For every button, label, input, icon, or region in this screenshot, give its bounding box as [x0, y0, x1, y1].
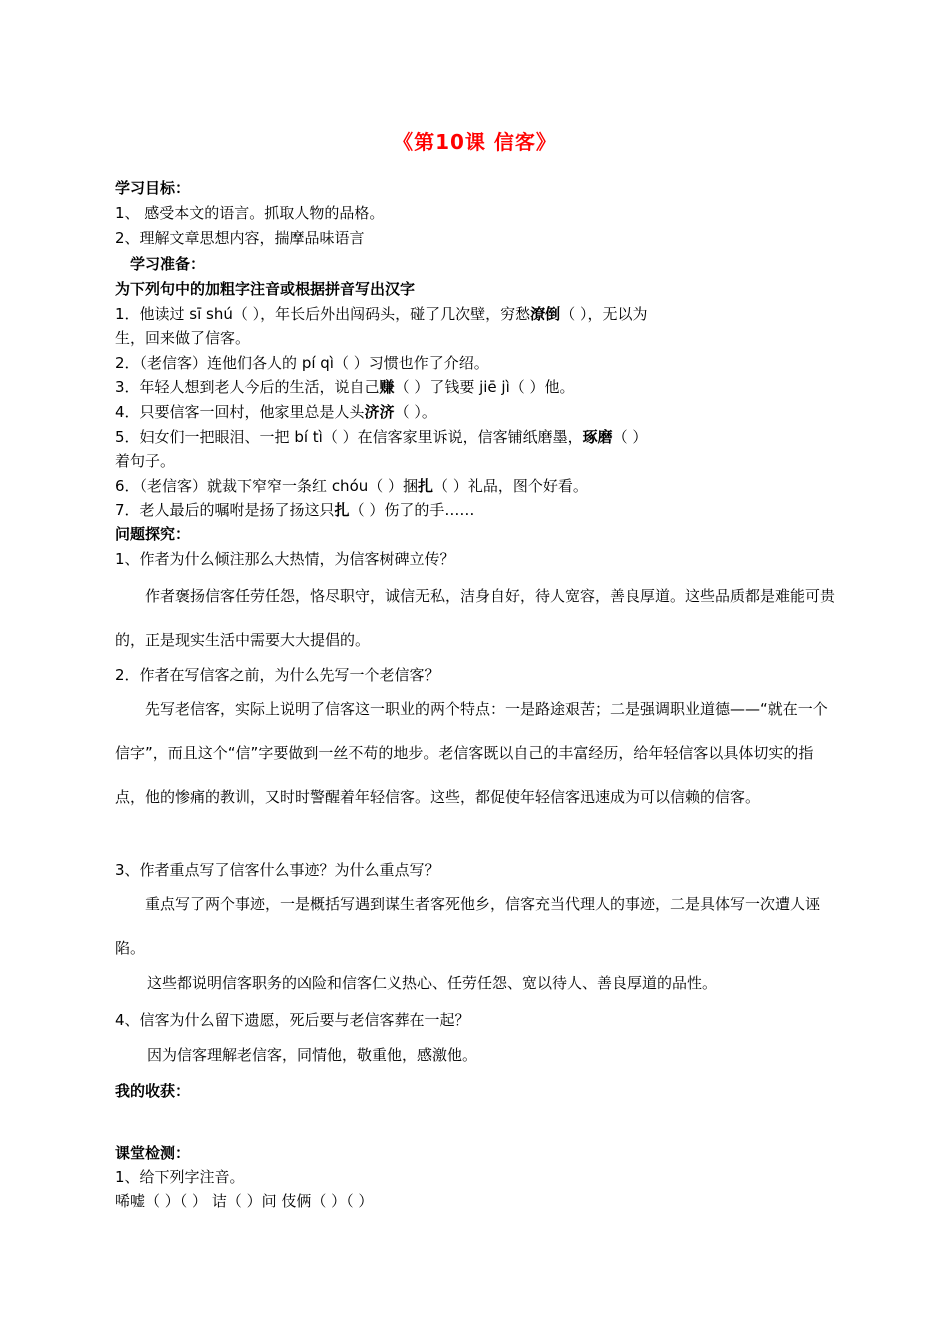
q1-bold-word: 潦倒	[530, 305, 561, 323]
q5-bold-word: 琢磨	[582, 428, 613, 446]
page-title: 《第10课 信客》	[393, 130, 557, 154]
prep-question-3	[115, 377, 840, 397]
q4-bold-word: 济济	[364, 403, 395, 421]
q6-text-a: 6．（老信客）就裁下窄窄一条红 chóu（ ）捆	[115, 477, 419, 495]
q5-text-a: 5．妇女们一把眼泪、一把 bí tì（ ）在信客家里诉说，信客铺纸磨墨，	[115, 428, 583, 446]
goal-item-2: 2、理解文章思想内容，揣摩品味语言	[115, 229, 365, 247]
explore-question-1: 1、作者为什么倾注那么大热情，为信客树碑立传？	[115, 550, 455, 568]
prep-heading: 学习准备：	[130, 255, 206, 273]
q4-text-b: （ ）。	[394, 403, 437, 421]
q6-bold-word: 扎	[418, 477, 434, 495]
explore-answer-2: 先写老信客，实际上说明了信客这一职业的两个特点：一是路途艰苦；二是强调职业道德——“就在一个信字”，而且这个“信”字要做到一丝不苟的地步。老信客既以自己的丰富经历，给年轻信客以具体切实的指点，他的惨痛的教训，又时时警醒着年轻信客。这些，都促使年轻信客迅速成为可以信赖的信客。	[115, 700, 828, 806]
prep-question-1	[115, 304, 840, 324]
q6-text-b: （ ）礼品，图个好看。	[433, 477, 588, 495]
prep-question-5	[115, 427, 840, 447]
prep-question-6	[115, 476, 840, 496]
q1-text-a: 1．他读过 sī shú（ ），年长后外出闯码头，碰了几次壁，穷愁	[115, 305, 531, 323]
prep-question-5-cont: 着句子。	[115, 452, 176, 470]
q4-text-a: 4．只要信客一回村，他家里总是人头	[115, 403, 365, 421]
test-pinyin-row: 唏嘘（ ）（ ） 诘（ ）问 伎俩（ ）（ ）	[115, 1192, 374, 1210]
prep-question-4	[115, 402, 840, 422]
test-question-1: 1、给下列字注音。	[115, 1168, 245, 1186]
explore-answer-3b: 这些都说明信客职务的凶险和信客仁义热心、任劳任怨、宽以待人、善良厚道的品性。	[147, 974, 718, 992]
test-heading: 课堂检测：	[115, 1144, 191, 1162]
q7-text-b: （ ）伤了的手……	[349, 501, 475, 519]
explore-question-4: 4、信客为什么留下遗愿，死后要与老信客葬在一起？	[115, 1011, 470, 1029]
harvest-heading: 我的收获：	[115, 1082, 191, 1100]
q3-text-b: （ ）了钱要 jiē jì（ ）他。	[394, 378, 575, 396]
q3-text-a: 3．年轻人想到老人今后的生活，说自己	[115, 378, 380, 396]
prep-question-7	[115, 500, 840, 520]
explore-answer-1: 作者褒扬信客任劳任怨，恪尽职守，诚信无私，洁身自好，待人宽容，善良厚道。这些品质都是难能可贵的，正是现实生活中需要大大提倡的。	[115, 587, 836, 649]
prep-question-1-cont: 生，回来做了信客。	[115, 329, 251, 347]
q7-text-a: 7．老人最后的嘱咐是扬了扬这只	[115, 501, 335, 519]
explore-heading: 问题探究：	[115, 525, 191, 543]
prep-question-2: 2．（老信客）连他们各人的 pí qì（ ）习惯也作了介绍。	[115, 354, 489, 372]
explore-question-3: 3、作者重点写了信客什么事迹？为什么重点写？	[115, 861, 440, 879]
q1-text-b: （ ），无以为	[560, 305, 648, 323]
goal-item-1: 1、 感受本文的语言。抓取人物的品格。	[115, 204, 385, 222]
q5-text-b: （ ）	[612, 428, 648, 446]
prep-instruction: 为下列句中的加粗字注音或根据拼音写出汉字	[115, 280, 416, 298]
explore-answer-4: 因为信客理解老信客，同情他，敬重他，感激他。	[147, 1046, 478, 1064]
q3-bold-word: 赚	[379, 378, 395, 396]
goals-heading: 学习目标：	[115, 179, 191, 197]
explore-answer-3: 重点写了两个事迹，一是概括写遇到谋生者客死他乡，信客充当代理人的事迹，二是具体写一次遭人诬陷。	[115, 895, 821, 957]
explore-question-2: 2．作者在写信客之前，为什么先写一个老信客？	[115, 666, 440, 684]
q7-bold-word: 扎	[334, 501, 350, 519]
